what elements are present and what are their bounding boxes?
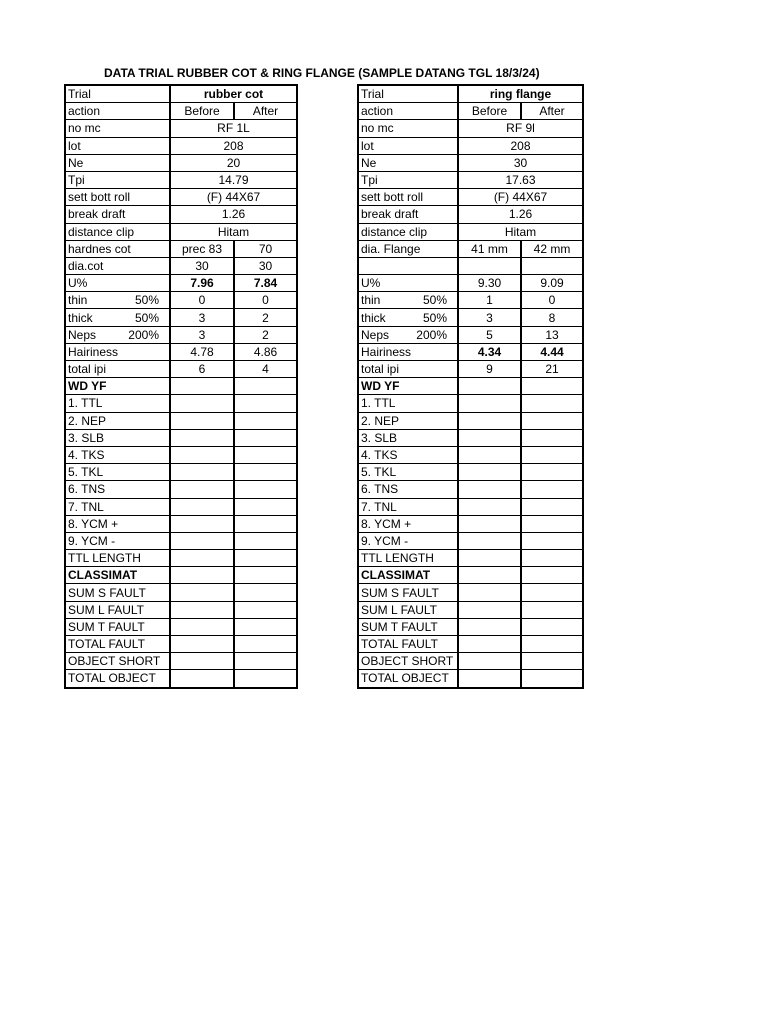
merged-value-cell: 208 bbox=[458, 137, 583, 154]
merged-value-cell: Hitam bbox=[170, 223, 297, 240]
row-label: 1. TTL bbox=[358, 395, 458, 412]
table-row-action bbox=[358, 103, 583, 120]
row-label: 3. SLB bbox=[65, 429, 170, 446]
before-cell bbox=[170, 567, 234, 584]
before-cell: Before bbox=[170, 103, 234, 120]
row-label: SUM S FAULT bbox=[358, 584, 458, 601]
merged-value-cell: 208 bbox=[170, 137, 297, 154]
before-cell: 6 bbox=[170, 361, 234, 378]
row-threshold: 200% bbox=[416, 327, 447, 342]
table-row-6-tns bbox=[358, 481, 583, 498]
table-row-total-fault bbox=[358, 636, 583, 653]
after-cell bbox=[234, 618, 297, 635]
row-label-text: Neps bbox=[68, 327, 97, 342]
row-label: 7. TNL bbox=[358, 498, 458, 515]
row-label: action bbox=[65, 103, 170, 120]
trial-table-rubber-cot bbox=[64, 84, 298, 689]
after-cell bbox=[234, 653, 297, 670]
row-label: action bbox=[358, 103, 458, 120]
table-row-no-mc bbox=[358, 120, 583, 137]
after-cell bbox=[234, 464, 297, 481]
before-cell bbox=[458, 636, 521, 653]
row-threshold: 50% bbox=[134, 293, 159, 308]
after-cell bbox=[521, 601, 583, 618]
table-heading: ring flange bbox=[458, 85, 583, 103]
table-row-ttl-length bbox=[65, 550, 297, 567]
after-cell bbox=[521, 481, 583, 498]
header-row bbox=[65, 85, 297, 103]
row-label: OBJECT SHORT bbox=[358, 653, 458, 670]
row-label: no mc bbox=[65, 120, 170, 137]
table-row-sum-l-fault bbox=[65, 601, 297, 618]
before-cell bbox=[170, 498, 234, 515]
before-cell bbox=[458, 395, 521, 412]
table-row-sum-l-fault bbox=[358, 601, 583, 618]
row-label: no mc bbox=[358, 120, 458, 137]
table-row-lot bbox=[65, 137, 297, 154]
row-label: 3. SLB bbox=[358, 429, 458, 446]
before-cell bbox=[458, 446, 521, 463]
after-cell bbox=[234, 601, 297, 618]
row-label: SUM S FAULT bbox=[65, 584, 170, 601]
table-row-hairiness bbox=[358, 343, 583, 360]
table-row-2-nep bbox=[65, 412, 297, 429]
after-cell bbox=[521, 446, 583, 463]
before-cell bbox=[170, 601, 234, 618]
table-row-blank bbox=[358, 257, 583, 274]
after-cell bbox=[234, 395, 297, 412]
table-row-neps bbox=[65, 326, 297, 343]
after-cell bbox=[234, 584, 297, 601]
merged-value-cell: Hitam bbox=[458, 223, 583, 240]
row-label: SUM L FAULT bbox=[358, 601, 458, 618]
row-label: TTL LENGTH bbox=[358, 550, 458, 567]
before-cell bbox=[458, 550, 521, 567]
table-row-break-draft bbox=[65, 206, 297, 223]
merged-value-cell: RF 9l bbox=[458, 120, 583, 137]
table-row-dia-flange bbox=[358, 240, 583, 257]
before-cell bbox=[458, 532, 521, 549]
after-cell bbox=[521, 567, 583, 584]
after-cell: 4.44 bbox=[521, 343, 583, 360]
before-cell bbox=[458, 464, 521, 481]
after-cell: 4.86 bbox=[234, 343, 297, 360]
table-row-classimat bbox=[358, 567, 583, 584]
row-label: distance clip bbox=[358, 223, 458, 240]
table-row-sum-s-fault bbox=[65, 584, 297, 601]
row-label: lot bbox=[358, 137, 458, 154]
after-cell bbox=[234, 550, 297, 567]
after-cell bbox=[521, 618, 583, 635]
after-cell: 70 bbox=[234, 240, 297, 257]
row-label: Trial bbox=[65, 85, 170, 103]
row-label: break draft bbox=[358, 206, 458, 223]
row-label-text: thin bbox=[68, 293, 88, 308]
after-cell bbox=[521, 429, 583, 446]
row-threshold: 50% bbox=[422, 293, 447, 308]
after-cell: 2 bbox=[234, 309, 297, 326]
after-cell bbox=[521, 653, 583, 670]
row-label: SUM T FAULT bbox=[358, 618, 458, 635]
after-cell bbox=[234, 481, 297, 498]
row-threshold: 200% bbox=[128, 327, 159, 342]
before-cell: 3 bbox=[458, 309, 521, 326]
trial-table-ring-flange bbox=[357, 84, 584, 689]
table-row-neps bbox=[358, 326, 583, 343]
table-row-1-ttl bbox=[358, 395, 583, 412]
before-cell bbox=[170, 532, 234, 549]
row-label: dia.cot bbox=[65, 257, 170, 274]
after-cell bbox=[234, 498, 297, 515]
header-row bbox=[358, 85, 583, 103]
before-cell bbox=[458, 670, 521, 688]
before-cell: 30 bbox=[170, 257, 234, 274]
table-row-1-ttl bbox=[65, 395, 297, 412]
after-cell bbox=[521, 378, 583, 395]
row-label: OBJECT SHORT bbox=[65, 653, 170, 670]
row-label: 5. TKL bbox=[358, 464, 458, 481]
row-label bbox=[358, 326, 458, 343]
table-row-6-tns bbox=[65, 481, 297, 498]
row-label: Hairiness bbox=[65, 343, 170, 360]
table-row-thick bbox=[358, 309, 583, 326]
after-cell bbox=[521, 515, 583, 532]
after-cell bbox=[234, 567, 297, 584]
after-cell: 30 bbox=[234, 257, 297, 274]
row-label-text: thin bbox=[361, 293, 381, 308]
table-row-wd-yf bbox=[358, 378, 583, 395]
table-row-total-object bbox=[358, 670, 583, 688]
table-row-sum-s-fault bbox=[358, 584, 583, 601]
table-row-classimat bbox=[65, 567, 297, 584]
row-label: 6. TNS bbox=[65, 481, 170, 498]
merged-value-cell: 14.79 bbox=[170, 171, 297, 188]
after-cell bbox=[234, 670, 297, 688]
table-row-total-ipi bbox=[358, 361, 583, 378]
table-row-no-mc bbox=[65, 120, 297, 137]
after-cell bbox=[234, 446, 297, 463]
before-cell: 4.78 bbox=[170, 343, 234, 360]
after-cell bbox=[521, 670, 583, 688]
row-label bbox=[358, 309, 458, 326]
row-label: Ne bbox=[358, 154, 458, 171]
after-cell bbox=[521, 550, 583, 567]
table-row-5-tkl bbox=[358, 464, 583, 481]
after-cell: 8 bbox=[521, 309, 583, 326]
after-cell: After bbox=[234, 103, 297, 120]
row-label: lot bbox=[65, 137, 170, 154]
row-label: 2. NEP bbox=[358, 412, 458, 429]
row-label: U% bbox=[358, 275, 458, 292]
table-row-3-slb bbox=[358, 429, 583, 446]
table-row-4-tks bbox=[65, 446, 297, 463]
table-row-break-draft bbox=[358, 206, 583, 223]
table-row-action bbox=[65, 103, 297, 120]
row-label: WD YF bbox=[358, 378, 458, 395]
table-row-total-ipi bbox=[65, 361, 297, 378]
row-label: 6. TNS bbox=[358, 481, 458, 498]
table-row-hardnes-cot bbox=[65, 240, 297, 257]
table-row-ttl-length bbox=[358, 550, 583, 567]
after-cell bbox=[521, 584, 583, 601]
merged-value-cell: (F) 44X67 bbox=[170, 189, 297, 206]
row-label: Tpi bbox=[65, 171, 170, 188]
row-label bbox=[65, 292, 170, 309]
table-row-9-ycm bbox=[358, 532, 583, 549]
row-label: TOTAL FAULT bbox=[358, 636, 458, 653]
before-cell bbox=[458, 618, 521, 635]
after-cell bbox=[521, 395, 583, 412]
before-cell bbox=[458, 515, 521, 532]
table-row-sum-t-fault bbox=[358, 618, 583, 635]
before-cell bbox=[170, 515, 234, 532]
table-row-9-ycm bbox=[65, 532, 297, 549]
row-label: 4. TKS bbox=[65, 446, 170, 463]
merged-value-cell: 1.26 bbox=[458, 206, 583, 223]
after-cell bbox=[521, 464, 583, 481]
after-cell bbox=[521, 636, 583, 653]
row-label: break draft bbox=[65, 206, 170, 223]
after-cell bbox=[521, 498, 583, 515]
merged-value-cell: 1.26 bbox=[170, 206, 297, 223]
row-label: sett bott roll bbox=[358, 189, 458, 206]
table-row-5-tkl bbox=[65, 464, 297, 481]
merged-value-cell: 30 bbox=[458, 154, 583, 171]
before-cell: 5 bbox=[458, 326, 521, 343]
row-label: SUM L FAULT bbox=[65, 601, 170, 618]
row-label: SUM T FAULT bbox=[65, 618, 170, 635]
after-cell: 2 bbox=[234, 326, 297, 343]
row-label: TOTAL FAULT bbox=[65, 636, 170, 653]
before-cell: 3 bbox=[170, 309, 234, 326]
after-cell bbox=[234, 412, 297, 429]
row-label: WD YF bbox=[65, 378, 170, 395]
table-row-ne bbox=[65, 154, 297, 171]
table-row-sett-bott-roll bbox=[65, 189, 297, 206]
after-cell: 4 bbox=[234, 361, 297, 378]
after-cell bbox=[521, 532, 583, 549]
row-label: TOTAL OBJECT bbox=[65, 670, 170, 688]
before-cell: 0 bbox=[170, 292, 234, 309]
before-cell: prec 83 bbox=[170, 240, 234, 257]
table-row-sum-t-fault bbox=[65, 618, 297, 635]
row-threshold: 50% bbox=[422, 310, 447, 325]
after-cell bbox=[234, 429, 297, 446]
row-label: dia. Flange bbox=[358, 240, 458, 257]
row-label: 2. NEP bbox=[65, 412, 170, 429]
after-cell: After bbox=[521, 103, 583, 120]
after-cell: 9.09 bbox=[521, 275, 583, 292]
before-cell bbox=[458, 653, 521, 670]
row-label bbox=[65, 309, 170, 326]
table-row-2-nep bbox=[358, 412, 583, 429]
row-label: U% bbox=[65, 275, 170, 292]
row-label: hardnes cot bbox=[65, 240, 170, 257]
before-cell bbox=[458, 429, 521, 446]
table-row-8-ycm bbox=[65, 515, 297, 532]
before-cell bbox=[170, 412, 234, 429]
before-cell bbox=[170, 653, 234, 670]
before-cell: 4.34 bbox=[458, 343, 521, 360]
table-row-7-tnl bbox=[65, 498, 297, 515]
table-row-hairiness bbox=[65, 343, 297, 360]
table-row-tpi bbox=[65, 171, 297, 188]
row-label-text: Neps bbox=[361, 327, 390, 342]
row-label: total ipi bbox=[65, 361, 170, 378]
before-cell bbox=[170, 464, 234, 481]
table-row-thin bbox=[358, 292, 583, 309]
before-cell bbox=[170, 550, 234, 567]
page-title: DATA TRIAL RUBBER COT & RING FLANGE (SAMPLE DATANG TGL 18/3/24) bbox=[104, 66, 540, 80]
before-cell: 7.96 bbox=[170, 275, 234, 292]
table-row-3-slb bbox=[65, 429, 297, 446]
row-label: Hairiness bbox=[358, 343, 458, 360]
before-cell bbox=[170, 429, 234, 446]
after-cell bbox=[521, 257, 583, 274]
after-cell: 42 mm bbox=[521, 240, 583, 257]
before-cell bbox=[170, 636, 234, 653]
after-cell bbox=[521, 412, 583, 429]
table-row-distance-clip bbox=[358, 223, 583, 240]
row-label: 4. TKS bbox=[358, 446, 458, 463]
after-cell: 13 bbox=[521, 326, 583, 343]
row-label: TTL LENGTH bbox=[65, 550, 170, 567]
table-row-tpi bbox=[358, 171, 583, 188]
row-label: distance clip bbox=[65, 223, 170, 240]
before-cell bbox=[458, 498, 521, 515]
row-label: Trial bbox=[358, 85, 458, 103]
before-cell bbox=[170, 395, 234, 412]
before-cell bbox=[458, 412, 521, 429]
row-label bbox=[358, 257, 458, 274]
row-label: TOTAL OBJECT bbox=[358, 670, 458, 688]
row-label: 9. YCM - bbox=[65, 532, 170, 549]
table-row-object-short bbox=[65, 653, 297, 670]
after-cell: 0 bbox=[521, 292, 583, 309]
before-cell bbox=[458, 257, 521, 274]
table-row-total-object bbox=[65, 670, 297, 688]
table-row-ne bbox=[358, 154, 583, 171]
row-label: Tpi bbox=[358, 171, 458, 188]
after-cell: 21 bbox=[521, 361, 583, 378]
after-cell bbox=[234, 515, 297, 532]
table-row-total-fault bbox=[65, 636, 297, 653]
table-row-lot bbox=[358, 137, 583, 154]
before-cell bbox=[458, 567, 521, 584]
table-heading: rubber cot bbox=[170, 85, 297, 103]
row-threshold: 50% bbox=[134, 310, 159, 325]
after-cell bbox=[234, 532, 297, 549]
before-cell bbox=[170, 446, 234, 463]
before-cell bbox=[458, 584, 521, 601]
before-cell: 3 bbox=[170, 326, 234, 343]
row-label-text: thick bbox=[361, 310, 386, 325]
before-cell bbox=[170, 670, 234, 688]
after-cell: 7.84 bbox=[234, 275, 297, 292]
merged-value-cell: 20 bbox=[170, 154, 297, 171]
before-cell bbox=[170, 584, 234, 601]
merged-value-cell: 17.63 bbox=[458, 171, 583, 188]
row-label: 1. TTL bbox=[65, 395, 170, 412]
after-cell: 0 bbox=[234, 292, 297, 309]
row-label: 7. TNL bbox=[65, 498, 170, 515]
row-label: CLASSIMAT bbox=[358, 567, 458, 584]
before-cell bbox=[458, 378, 521, 395]
row-label: 9. YCM - bbox=[358, 532, 458, 549]
merged-value-cell: RF 1L bbox=[170, 120, 297, 137]
after-cell bbox=[234, 378, 297, 395]
table-row-object-short bbox=[358, 653, 583, 670]
after-cell bbox=[234, 636, 297, 653]
table-row-u bbox=[65, 275, 297, 292]
before-cell bbox=[458, 481, 521, 498]
table-row-thin bbox=[65, 292, 297, 309]
table-row-8-ycm bbox=[358, 515, 583, 532]
table-row-u bbox=[358, 275, 583, 292]
before-cell: 9 bbox=[458, 361, 521, 378]
table-row-4-tks bbox=[358, 446, 583, 463]
before-cell: 1 bbox=[458, 292, 521, 309]
row-label: total ipi bbox=[358, 361, 458, 378]
before-cell bbox=[170, 481, 234, 498]
before-cell: Before bbox=[458, 103, 521, 120]
table-row-thick bbox=[65, 309, 297, 326]
before-cell bbox=[458, 601, 521, 618]
row-label: 8. YCM + bbox=[358, 515, 458, 532]
table-row-distance-clip bbox=[65, 223, 297, 240]
row-label-text: thick bbox=[68, 310, 93, 325]
before-cell: 41 mm bbox=[458, 240, 521, 257]
table-row-sett-bott-roll bbox=[358, 189, 583, 206]
table-row-dia-cot bbox=[65, 257, 297, 274]
row-label: sett bott roll bbox=[65, 189, 170, 206]
before-cell bbox=[170, 618, 234, 635]
row-label bbox=[65, 326, 170, 343]
row-label: Ne bbox=[65, 154, 170, 171]
table-row-wd-yf bbox=[65, 378, 297, 395]
table-row-7-tnl bbox=[358, 498, 583, 515]
merged-value-cell: (F) 44X67 bbox=[458, 189, 583, 206]
row-label bbox=[358, 292, 458, 309]
row-label: 8. YCM + bbox=[65, 515, 170, 532]
before-cell: 9.30 bbox=[458, 275, 521, 292]
before-cell bbox=[170, 378, 234, 395]
row-label: CLASSIMAT bbox=[65, 567, 170, 584]
row-label: 5. TKL bbox=[65, 464, 170, 481]
